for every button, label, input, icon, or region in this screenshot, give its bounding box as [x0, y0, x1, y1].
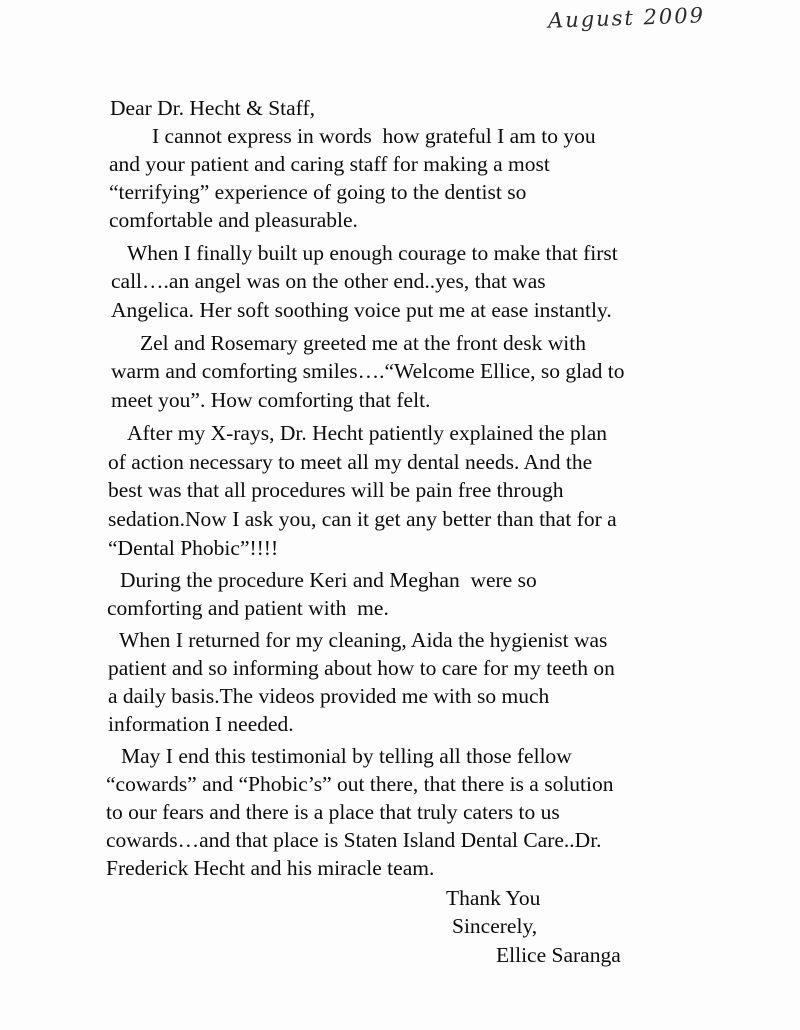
letter-line: information I needed.: [108, 712, 294, 736]
salutation: Dear Dr. Hecht & Staff,: [110, 96, 315, 120]
letter-line: patient and so informing about how to care for my teeth on: [108, 656, 615, 680]
letter-line: During the procedure Keri and Meghan were so: [120, 568, 537, 592]
letter-line: cowards…and that place is Staten Island Dental Care..Dr.: [106, 828, 602, 852]
letter-line: sedation.Now I ask you, can it get any better than that for a: [108, 507, 617, 531]
letter-line: When I finally built up enough courage to make that first: [127, 241, 618, 265]
letter-line: meet you”. How comforting that felt.: [111, 388, 431, 412]
letter-line: After my X-rays, Dr. Hecht patiently explained the plan: [127, 421, 608, 445]
letter-line: comforting and patient with me.: [107, 596, 389, 620]
letter-line: call….an angel was on the other end..yes, that was: [111, 269, 546, 293]
letter-line: best was that all procedures will be pain free through: [108, 478, 564, 502]
closing-sincerely: Sincerely,: [452, 914, 538, 938]
letter-line: Frederick Hecht and his miracle team.: [106, 856, 435, 880]
letter-line: Zel and Rosemary greeted me at the front desk with: [140, 331, 586, 355]
letter-line: “terrifying” experience of going to the dentist so: [109, 180, 527, 204]
letter-line: “Dental Phobic”!!!!: [108, 536, 279, 560]
letter-line: comfortable and pleasurable.: [109, 208, 358, 232]
letter-line: I cannot express in words how grateful I am to you: [152, 124, 596, 148]
letter-line: and your patient and caring staff for making a most: [109, 152, 550, 176]
letter-line: a daily basis.The videos provided me with so much: [108, 684, 550, 708]
letter-line: to our fears and there is a place that truly caters to us: [106, 800, 560, 824]
letter-line: Angelica. Her soft soothing voice put me at ease instantly.: [111, 298, 612, 322]
signature-name: Ellice Saranga: [496, 943, 621, 967]
handwritten-date: August 2009: [547, 3, 706, 33]
letter-line: of action necessary to meet all my dental needs. And the: [108, 450, 593, 474]
letter-line: May I end this testimonial by telling all those fellow: [121, 744, 572, 768]
letter-line: warm and comforting smiles….“Welcome Ellice, so glad to: [111, 359, 625, 383]
closing-thanks: Thank You: [446, 886, 541, 910]
letter-line: “cowards” and “Phobic’s” out there, that there is a solution: [106, 772, 614, 796]
letter-line: When I returned for my cleaning, Aida the hygienist was: [119, 628, 608, 652]
